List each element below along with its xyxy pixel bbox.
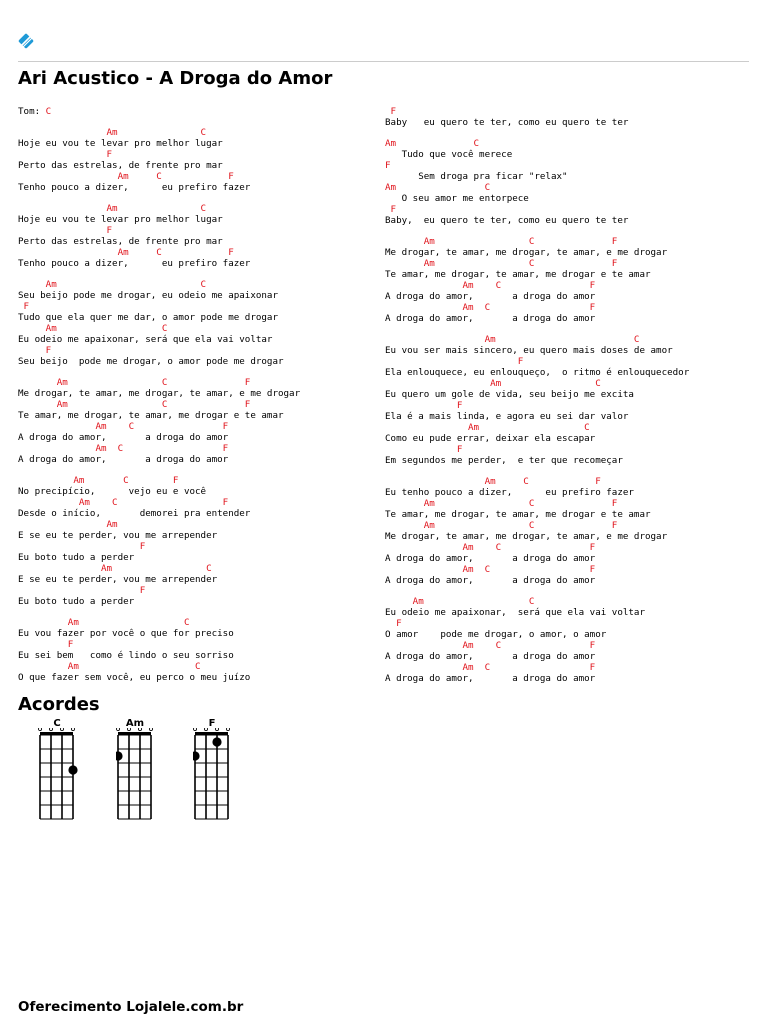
lyric-line: Ela enlouquece, eu enlouqueço, o ritmo é enlouquecedor <box>385 367 690 378</box>
lyric-line: Como eu pude errar, deixar ela escapar <box>385 433 596 444</box>
lyric-line: A droga do amor, a droga do amor <box>18 432 229 443</box>
chord-line: F <box>18 639 74 650</box>
chord-line: F <box>385 444 463 455</box>
chord-line: Am C <box>18 127 207 138</box>
lyric-line: O que fazer sem você, eu perco o meu juízo <box>18 672 251 683</box>
chord-line: Am <box>18 519 118 530</box>
lyric-line: Me drogar, te amar, me drogar, te amar, e me drogar <box>385 531 668 542</box>
footer-sponsor[interactable]: Oferecimento Lojalele.com.br <box>18 999 244 1015</box>
finger-dot <box>116 751 123 760</box>
open-string-marker <box>116 728 119 731</box>
chord-line: Am C <box>18 323 168 334</box>
chord-line: Am C <box>385 378 601 389</box>
chord-line: Am C <box>18 563 212 574</box>
chord-line: Am C <box>18 203 207 214</box>
lyric-line: A droga do amor, a droga do amor <box>385 553 596 564</box>
chord-line: Am C <box>385 334 640 345</box>
lyric-line: Te amar, me drogar, te amar, me drogar e te amar <box>385 269 651 280</box>
open-string-marker <box>71 728 74 731</box>
lyric-line: Perto das estrelas, de frente pro mar <box>18 160 223 171</box>
open-string-marker <box>138 728 141 731</box>
chord-diagram-f <box>193 718 263 822</box>
chord-line: F <box>385 356 524 367</box>
chord-line: Am C F <box>18 377 251 388</box>
chord-line: Am C F <box>385 542 596 553</box>
chord-line: Am C <box>18 279 207 290</box>
lyric-line: Te amar, me drogar, te amar, me drogar e te amar <box>385 509 651 520</box>
open-string-marker <box>149 728 152 731</box>
chord-grid <box>193 728 233 822</box>
open-string-marker <box>60 728 63 731</box>
lyric-line: O amor pode me drogar, o amor, o amor <box>385 629 607 640</box>
lyric-line: A droga do amor, a droga do amor <box>385 673 596 684</box>
lyric-line: Eu quero um gole de vida, seu beijo me excita <box>385 389 634 400</box>
chord-line: Am C F <box>18 443 229 454</box>
lyric-line: A droga do amor, a droga do amor <box>385 575 596 586</box>
lyric-line: Baby, eu quero te ter, como eu quero te ter <box>385 215 629 226</box>
lyric-line: E se eu te perder, vou me arrepender <box>18 574 218 585</box>
chord-diagram-name: C <box>53 718 61 729</box>
lyric-line: Eu odeio me apaixonar, será que ela vai voltar <box>18 334 273 345</box>
chord-line: F <box>385 106 397 117</box>
lyric-line: Hoje eu vou te levar pro melhor lugar <box>18 214 223 225</box>
lyric-line: Seu beijo pode me drogar, eu odeio me apaixonar <box>18 290 278 301</box>
chord-line: Am C F <box>18 421 229 432</box>
chord-line: Am C <box>385 596 535 607</box>
lyric-line: Seu beijo pode me drogar, o amor pode me drogar <box>18 356 284 367</box>
lyric-line: Tom: C <box>18 106 52 117</box>
open-string-marker <box>49 728 52 731</box>
lyric-line: Perto das estrelas, de frente pro mar <box>18 236 223 247</box>
site-credit <box>156 742 168 818</box>
lyric-line: E se eu te perder, vou me arrepender <box>18 530 218 541</box>
lyric-line: Tenho pouco a dizer, eu prefiro fazer <box>18 182 251 193</box>
chord-line: Am C F <box>18 247 234 258</box>
lyric-line: Eu vou fazer por você o que for preciso <box>18 628 234 639</box>
lyric-line: A droga do amor, a droga do amor <box>18 454 229 465</box>
chord-line: Am C <box>385 182 491 193</box>
lyric-line: Ela é a mais linda, e agora eu sei dar valor <box>385 411 629 422</box>
lyric-line: Em segundos me perder, e ter que recomeçar <box>385 455 623 466</box>
chord-line: Am C F <box>18 171 234 182</box>
lyric-line: Eu boto tudo a perder <box>18 596 135 607</box>
brand-logo[interactable] <box>18 33 37 49</box>
chord-line: Am C F <box>385 564 596 575</box>
lyric-line: A droga do amor, a droga do amor <box>385 291 596 302</box>
chord-line: Am C F <box>385 302 596 313</box>
chord-line: Am C <box>385 422 590 433</box>
chord-line: Am C F <box>385 280 596 291</box>
lyric-line: Eu vou ser mais sincero, eu quero mais doses de amor <box>385 345 673 356</box>
chord-line: F <box>18 541 146 552</box>
finger-dot <box>68 765 77 774</box>
finger-dot <box>193 751 200 760</box>
chord-line: Am C F <box>385 640 596 651</box>
lyric-line: Me drogar, te amar, me drogar, te amar, e me drogar <box>18 388 301 399</box>
open-string-marker <box>215 728 218 731</box>
lyric-line: Eu sei bem como é lindo o seu sorriso <box>18 650 234 661</box>
lyric-line: Te amar, me drogar, te amar, me drogar e te amar <box>18 410 284 421</box>
lyric-line: Tudo que você merece <box>385 149 513 160</box>
chord-diagram-am <box>116 718 186 822</box>
lyric-line: Tudo que ela quer me dar, o amor pode me drogar <box>18 312 278 323</box>
chord-line: F <box>18 225 113 236</box>
lyric-line: Hoje eu vou te levar pro melhor lugar <box>18 138 223 149</box>
chord-line: Am C <box>385 138 480 149</box>
open-string-marker <box>226 728 229 731</box>
chord-line: F <box>18 345 52 356</box>
lyric-line: Desde o início, demorei pra entender <box>18 508 251 519</box>
lyric-line: No precipício, vejo eu e você <box>18 486 207 497</box>
finger-dot <box>212 737 221 746</box>
lyric-line: Eu boto tudo a perder <box>18 552 135 563</box>
lyric-line: O seu amor me entorpece <box>385 193 529 204</box>
open-string-marker <box>193 728 196 731</box>
chord-line: F <box>385 400 463 411</box>
chord-line: Am C F <box>18 475 179 486</box>
chord-line: Am C F <box>385 520 618 531</box>
chord-line: Am C <box>18 617 190 628</box>
chord-line: Am C F <box>385 258 618 269</box>
chord-grid <box>116 728 156 822</box>
song-key: C <box>45 106 52 117</box>
lyric-line: A droga do amor, a droga do amor <box>385 313 596 324</box>
chord-line: Am C F <box>385 498 618 509</box>
guitar-pick-icon <box>18 33 34 49</box>
chord-line: F <box>18 585 146 596</box>
chord-line: F <box>18 301 30 312</box>
chord-line: Am C F <box>18 399 251 410</box>
chord-line: Am C <box>18 661 201 672</box>
lyric-line: Eu odeio me apaixonar, será que ela vai voltar <box>385 607 645 618</box>
chord-line: F <box>385 204 397 215</box>
lyric-line: A droga do amor, a droga do amor <box>385 651 596 662</box>
chord-line: Am C F <box>385 476 601 487</box>
lyric-line: Tenho pouco a dizer, eu prefiro fazer <box>18 258 251 269</box>
site-header <box>18 33 749 55</box>
chord-line: F <box>385 618 402 629</box>
chord-diagram-c <box>38 718 108 822</box>
open-string-marker <box>38 728 41 731</box>
site-credit <box>78 742 90 818</box>
open-string-marker <box>127 728 130 731</box>
open-string-marker <box>204 728 207 731</box>
chord-diagram-name: Am <box>125 718 145 729</box>
chords-heading: Acordes <box>18 694 100 715</box>
header-divider <box>18 61 749 62</box>
chord-line: Am C F <box>385 236 618 247</box>
chord-line: Am C F <box>18 497 229 508</box>
lyric-line: Sem droga pra ficar "relax" <box>385 171 568 182</box>
lyric-line: Me drogar, te amar, me drogar, te amar, e me drogar <box>385 247 668 258</box>
chord-grid <box>38 728 78 822</box>
song-title: Ari Acustico - A Droga do Amor <box>18 68 333 89</box>
lyric-line: Eu tenho pouco a dizer, eu prefiro fazer <box>385 487 634 498</box>
lyric-line: Baby eu quero te ter, como eu quero te ter <box>385 117 629 128</box>
site-credit <box>233 742 245 818</box>
chord-line: Am C F <box>385 662 596 673</box>
chord-line: F <box>385 160 391 171</box>
chord-line: F <box>18 149 113 160</box>
chord-diagram-name: F <box>208 718 216 729</box>
